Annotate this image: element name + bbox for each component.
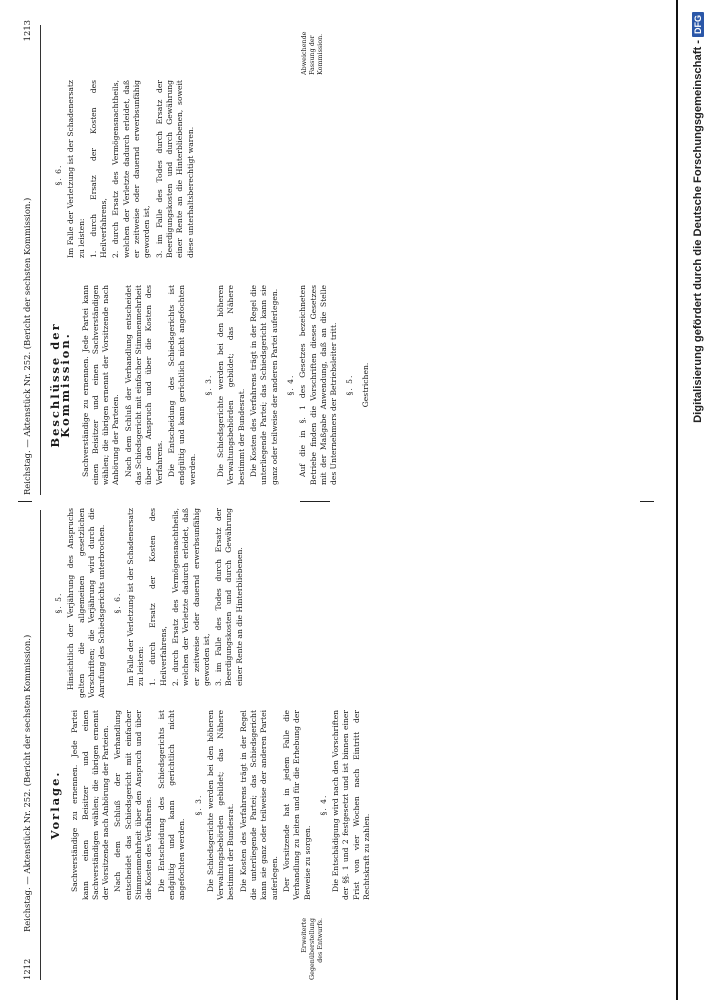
right-para: Nach dem Schluß der Verhandlung entscheidet das Schiedsgericht mit einfacher Stimmenmehrheit über den Anspruch und über die Kosten des Verfahrens. [123, 285, 164, 485]
left-para: Hinsichtlich der Verjährung des Anspruchs gelten die allgemeinen gesetzlichen Vorschriften; die Verjährung wird durch die Anrufung des Schiedsgerichts unterbrochen. [66, 508, 107, 698]
fold-mark [640, 501, 654, 502]
right-running-head [22, 20, 36, 495]
right-margin-note: Abweichende Fassung der Kommission. [300, 31, 324, 75]
left-title: Vorlage. [48, 770, 62, 840]
right-list-item: Im Falle der Verletzung ist der Schadenersatz zu leisten: [66, 80, 86, 258]
left-para: Die Entschädigung wird nach den Vorschriften der §§. 1 und 2 festgesetzt und ist binnen einer Frist von vier Wochen nach Eintritt der Rechtskraft zu zahlen. [331, 710, 372, 900]
left-column-1 [48, 710, 648, 900]
left-section-3: §. 3. [193, 794, 203, 816]
left-para: Die Kosten des Verfahrens trägt in der Regel die unterliegende Partei; das Schiedsgericht kann sie ganz oder teilweise der anderen Partei auferlegen. [238, 710, 279, 900]
fold-mark [300, 501, 330, 502]
right-title: Beschlüsse der Kommission. [48, 322, 73, 448]
right-page [0, 20, 670, 495]
right-para: Die Schiedsgerichte werden bei den höheren Verwaltungsbehörden gebildet; das Nähere bestimmt der Bundesrat. [216, 285, 246, 485]
left-header-rule [40, 510, 41, 980]
dfg-footer-strip [689, 0, 707, 1000]
left-list-item: 1. durch Ersatz der Kosten des Heilverfahrens, [148, 508, 168, 686]
right-page-number: 1213 [22, 20, 32, 42]
left-para: Sachverständige zu ernennen. Jede Partei kann einen Beisitzer und einen Sachverständigen wählen; die übrigen ernennt der Vorsitzende nach Anhörung der Parteien. [70, 710, 111, 900]
right-list-item: 3. im Falle des Todes durch Ersatz der Beerdigungskosten und durch Gewährung einer Rente an die Hinterbliebenen, soweit diese unterhaltsberechtigt waren. [154, 80, 195, 258]
dfg-credit: Digitalisierung gefördert durch die Deutsche Forschungsgemeinschaft - [692, 40, 704, 423]
right-section-3: §. 3. [203, 374, 213, 396]
right-section-4: §. 4. [285, 374, 295, 396]
left-list-item: 2. durch Ersatz des Vermögensnachtheils, welchen der Verletzte dadurch erleidet, daß er zeitweise oder dauernd erwerbsunfähig geworden ist, [170, 508, 211, 686]
left-list-item: Im Falle der Verletzung ist der Schadenersatz zu leisten: [125, 508, 146, 686]
right-header-rule [40, 25, 41, 495]
left-header-text: Reichstag. — Aktenstück Nr. 252. (Bericht der sechsten Kommission.) [22, 634, 32, 932]
left-list-item: 3. im Falle des Todes durch Ersatz der Beerdigungskosten und durch Gewährung einer Rente an die Hinterbliebenen. [214, 508, 244, 686]
right-list-item: 1. durch Ersatz der Kosten des Heilverfahrens, [88, 80, 109, 258]
left-para: Nach dem Schluß der Verhandlung entscheidet das Schiedsgericht mit einfacher Stimmenmehrheit über den Anspruch und über die Kosten des Verfahrens. [113, 710, 154, 900]
right-para: Auf die in §. 1 des Gesetzes bezeichneten Betriebe finden die Vorschriften dieses Gesetzes mit der Maßgabe Anwendung, daß an die Stelle des Unternehmers der Betriebsleiter tritt. [298, 285, 339, 485]
right-section-6: §. 6. [54, 164, 63, 186]
fold-mark [18, 501, 32, 502]
left-page [0, 500, 670, 980]
left-page-number: 1212 [22, 958, 32, 980]
right-para: Sachverständige zu ernennen. Jede Partei kann einen Beisitzer und einen Sachverständigen wählen; die übrigen ernennt der Vorsitzende nach Anhörung der Parteien. [80, 285, 121, 485]
left-column-2 [48, 508, 648, 698]
right-para: Die Entscheidung des Schiedsgerichts ist endgültig und kann gerichtlich nicht angefochten werden. [166, 285, 197, 485]
left-para: Die Entscheidung des Schiedsgerichts ist endgültig und kann gerichtlich nicht angefochten werden. [156, 710, 187, 900]
right-deleted-note: Gestrichen. [360, 362, 370, 408]
page-edge-line [676, 0, 678, 1000]
right-column-2 [48, 80, 648, 270]
right-section-5: §. 5. [345, 374, 355, 396]
left-section-5: §. 5. [54, 592, 63, 614]
dfg-footer-text [689, 0, 707, 1000]
left-para: Die Schiedsgerichte werden bei den höheren Verwaltungsbehörden gebildet; das Nähere bestimmt der Bundesrat. [205, 710, 236, 900]
right-list-item: 2. durch Ersatz des Vermögensnachtheils, welchen der Verletzte dadurch erleidet, daß er zeitweise oder dauernd erwerbsunfähig geworden ist, [111, 80, 152, 258]
left-para: Der Vorsitzende hat in jedem Falle die Verhandlung zu leiten und für die Erhebung der Beweise zu sorgen. [281, 710, 312, 900]
right-column-1 [48, 285, 648, 485]
right-header-text: Reichstag. — Aktenstück Nr. 252. (Bericht der sechsten Kommission.) [22, 197, 32, 495]
left-section-6: §. 6. [113, 592, 123, 614]
right-para: Die Kosten des Verfahrens trägt in der Regel die unterliegende Partei; das Schiedsgericht kann sie ganz oder teilweise der anderen Partei auferlegen. [249, 285, 279, 485]
left-running-head [22, 500, 36, 980]
left-section-4: §. 4. [318, 794, 328, 816]
left-margin-note: Erweiterte Gegenüberstellung des Entwurfs. [300, 918, 324, 980]
dfg-logo: DFG [692, 12, 704, 37]
